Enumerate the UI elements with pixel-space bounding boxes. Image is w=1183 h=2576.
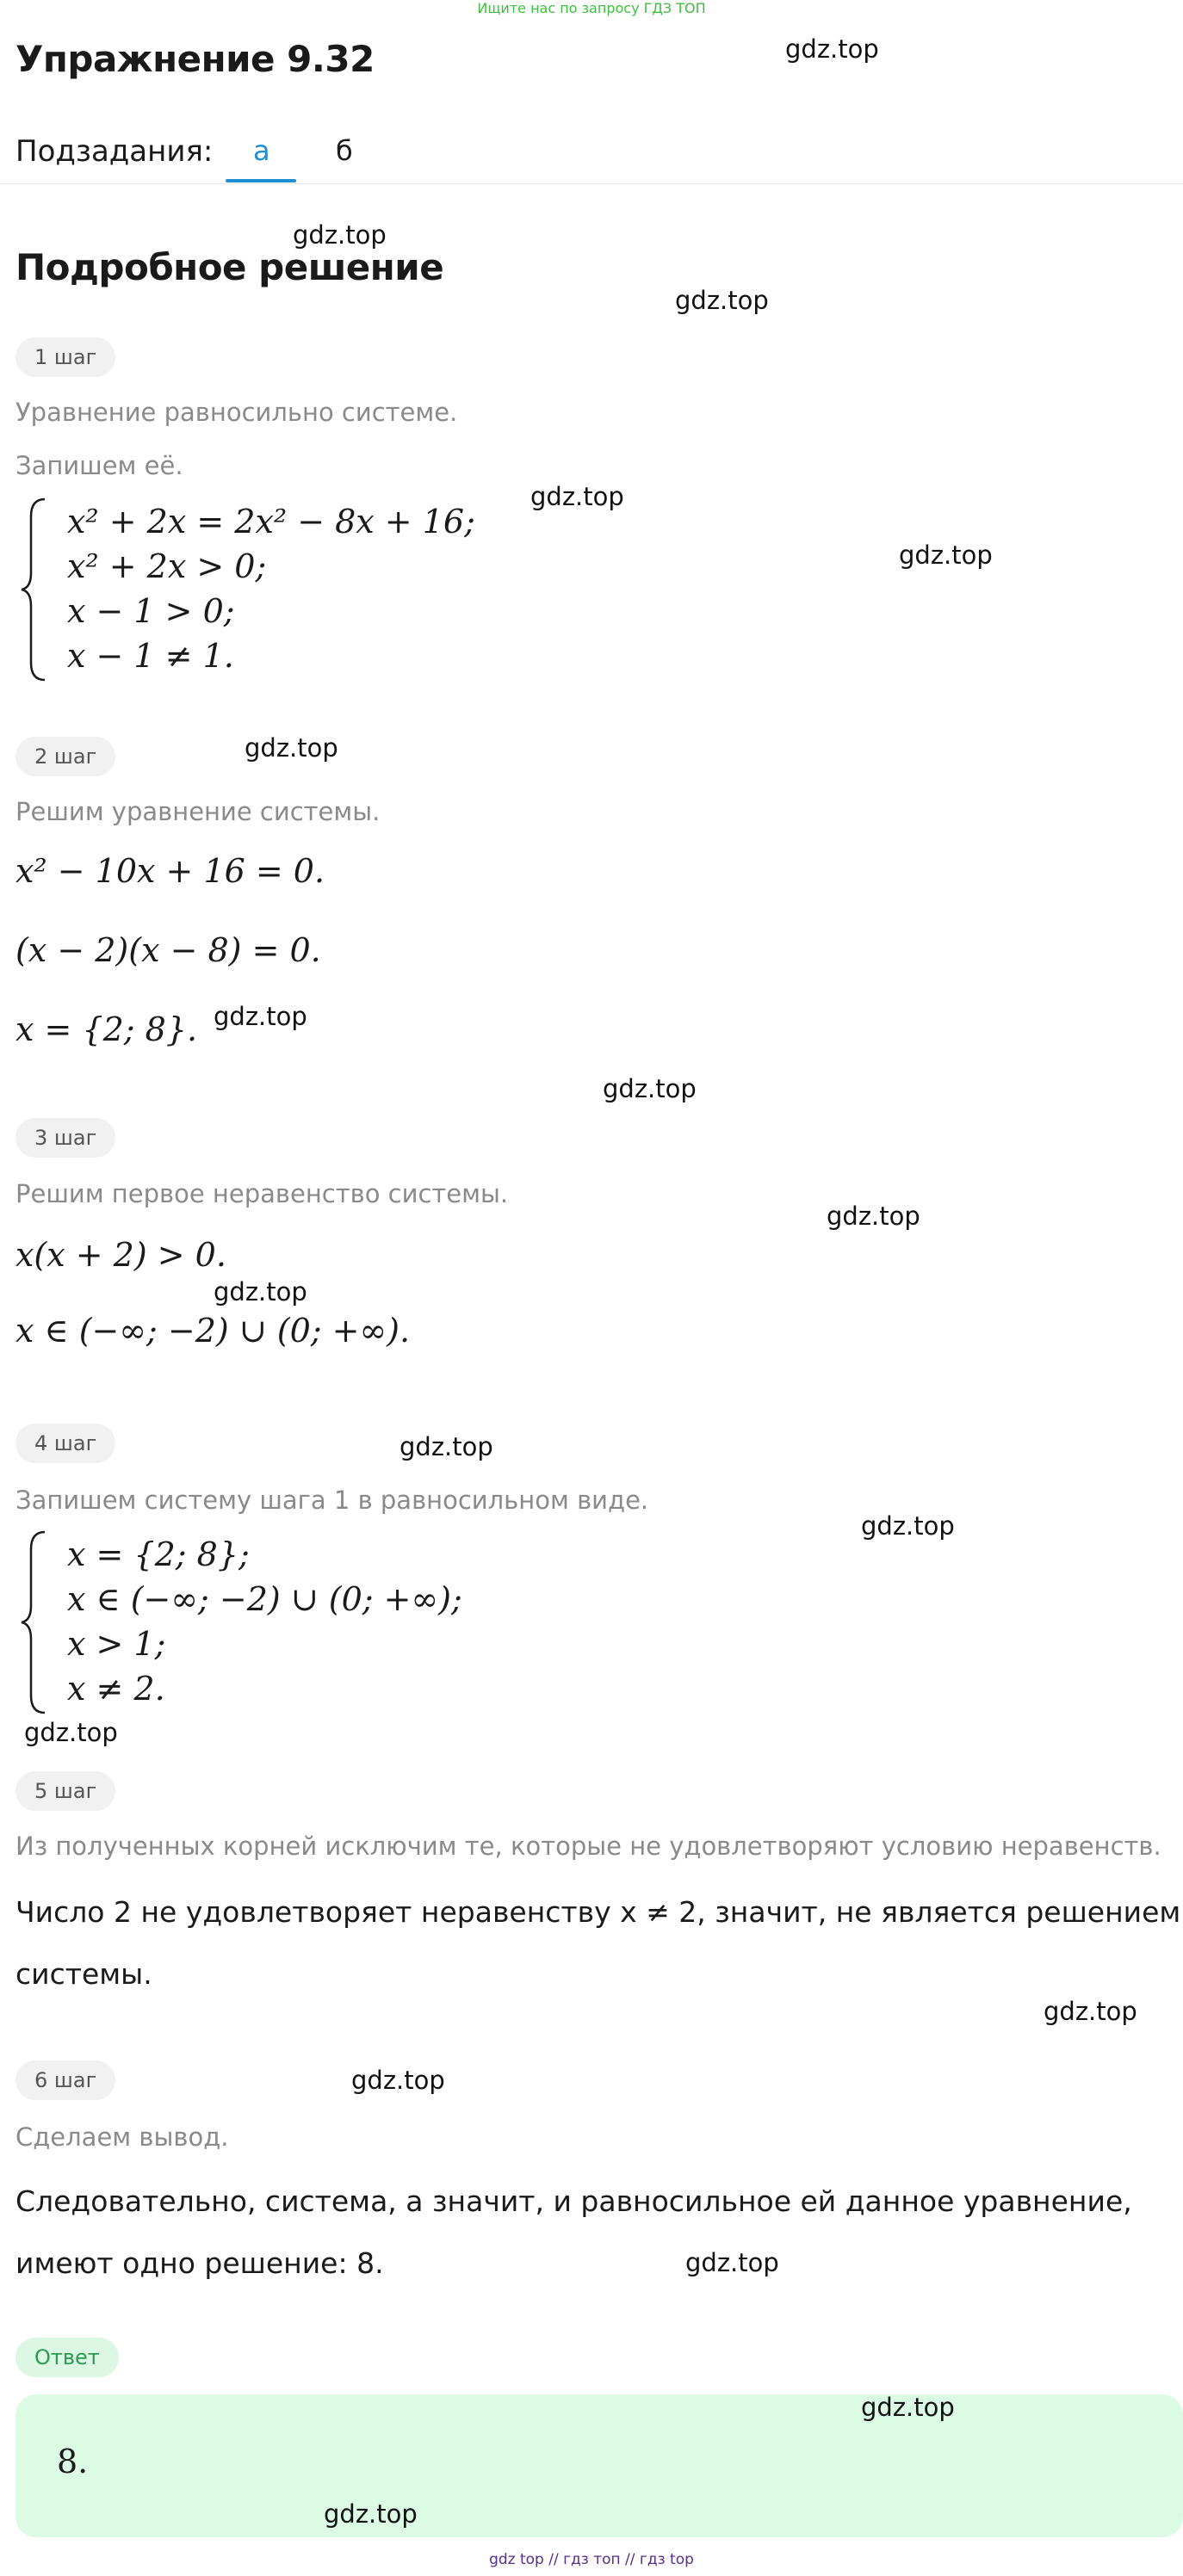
system-line: x > 1;	[67, 1625, 166, 1663]
equation-line: x = {2; 8}.	[15, 1010, 198, 1048]
watermark: gdz.top	[214, 1277, 307, 1307]
step-4-system	[67, 1532, 462, 1711]
answer-badge: Ответ	[15, 2338, 119, 2377]
watermark: gdz.top	[1044, 1997, 1137, 2026]
answer-value: 8.	[57, 2443, 89, 2480]
step-4-text: Запишем систему шага 1 в равносильном виде.	[15, 1486, 649, 1515]
watermark: gdz.top	[214, 1002, 307, 1031]
system-line: x² + 2x > 0;	[67, 547, 267, 585]
watermark: gdz.top	[293, 220, 387, 250]
watermark: gdz.top	[245, 733, 338, 763]
watermark: gdz.top	[861, 2393, 955, 2422]
top-search-note: Ищите нас по запросу ГДЗ ТОП	[477, 0, 706, 16]
subtasks-label: Подзадания:	[15, 134, 214, 169]
step-5-badge: 5 шаг	[15, 1771, 115, 1811]
system-line: x − 1 ≠ 1.	[67, 637, 234, 675]
step-6-paragraph: Следовательно, система, а значит, и равносильное ей данное уравнение,	[15, 2184, 1132, 2218]
equation-line: x² − 10x + 16 = 0.	[15, 852, 325, 890]
watermark: gdz.top	[827, 1202, 920, 1231]
section-title: Подробное решение	[15, 246, 444, 288]
tab-subtask-a[interactable]: а	[253, 134, 270, 167]
answer-box	[15, 2394, 1183, 2537]
watermark: gdz.top	[785, 34, 879, 64]
step-1-text: Уравнение равносильно системе.	[15, 398, 458, 427]
watermark: gdz.top	[603, 1074, 697, 1103]
watermark: gdz.top	[399, 1432, 493, 1461]
tab-subtask-b[interactable]: б	[336, 134, 353, 167]
step-3-text: Решим первое неравенство системы.	[15, 1179, 509, 1208]
footer-links: gdz top // гдз топ // гдз top	[489, 2551, 694, 2568]
step-2-text: Решим уравнение системы.	[15, 797, 381, 826]
watermark: gdz.top	[324, 2499, 418, 2529]
system-brace-icon	[19, 1530, 48, 1714]
watermark: gdz.top	[351, 2066, 445, 2095]
step-5-text: Из полученных корней исключим те, которые не удовлетворяют условию неравенств.	[15, 1832, 1161, 1861]
step-5-paragraph-2: системы.	[15, 1957, 152, 1991]
step-5-paragraph: Число 2 не удовлетворяет неравенству x ≠ 2, значит, не является решением	[15, 1895, 1181, 1929]
watermark: gdz.top	[530, 482, 624, 511]
system-line: x ∈ (−∞; −2) ∪ (0; +∞);	[67, 1580, 462, 1618]
step-1-system	[67, 499, 475, 678]
step-3-badge: 3 шаг	[15, 1118, 115, 1158]
active-tab-indicator	[226, 179, 296, 182]
step-6-badge: 6 шаг	[15, 2060, 115, 2100]
equation-line: (x − 2)(x − 8) = 0.	[15, 931, 321, 969]
system-line: x² + 2x = 2x² − 8x + 16;	[67, 503, 475, 541]
watermark: gdz.top	[675, 286, 769, 315]
step-6-paragraph-2: имеют одно решение: 8.	[15, 2246, 384, 2280]
step-4-badge: 4 шаг	[15, 1424, 115, 1463]
system-brace-icon	[19, 497, 48, 682]
system-line: x − 1 > 0;	[67, 592, 235, 630]
system-line: x = {2; 8};	[67, 1535, 250, 1573]
watermark: gdz.top	[685, 2248, 779, 2277]
watermark: gdz.top	[24, 1718, 118, 1747]
divider	[0, 183, 1183, 184]
equation-line: x(x + 2) > 0.	[15, 1236, 226, 1274]
step-1-text-2: Запишем её.	[15, 451, 183, 480]
step-1-badge: 1 шаг	[15, 337, 115, 377]
system-line: x ≠ 2.	[67, 1670, 165, 1708]
page-title: Упражнение 9.32	[15, 38, 375, 80]
step-6-text: Сделаем вывод.	[15, 2122, 229, 2152]
watermark: gdz.top	[899, 541, 993, 570]
equation-line: x ∈ (−∞; −2) ∪ (0; +∞).	[15, 1312, 411, 1350]
step-2-badge: 2 шаг	[15, 737, 115, 776]
watermark: gdz.top	[861, 1511, 955, 1541]
